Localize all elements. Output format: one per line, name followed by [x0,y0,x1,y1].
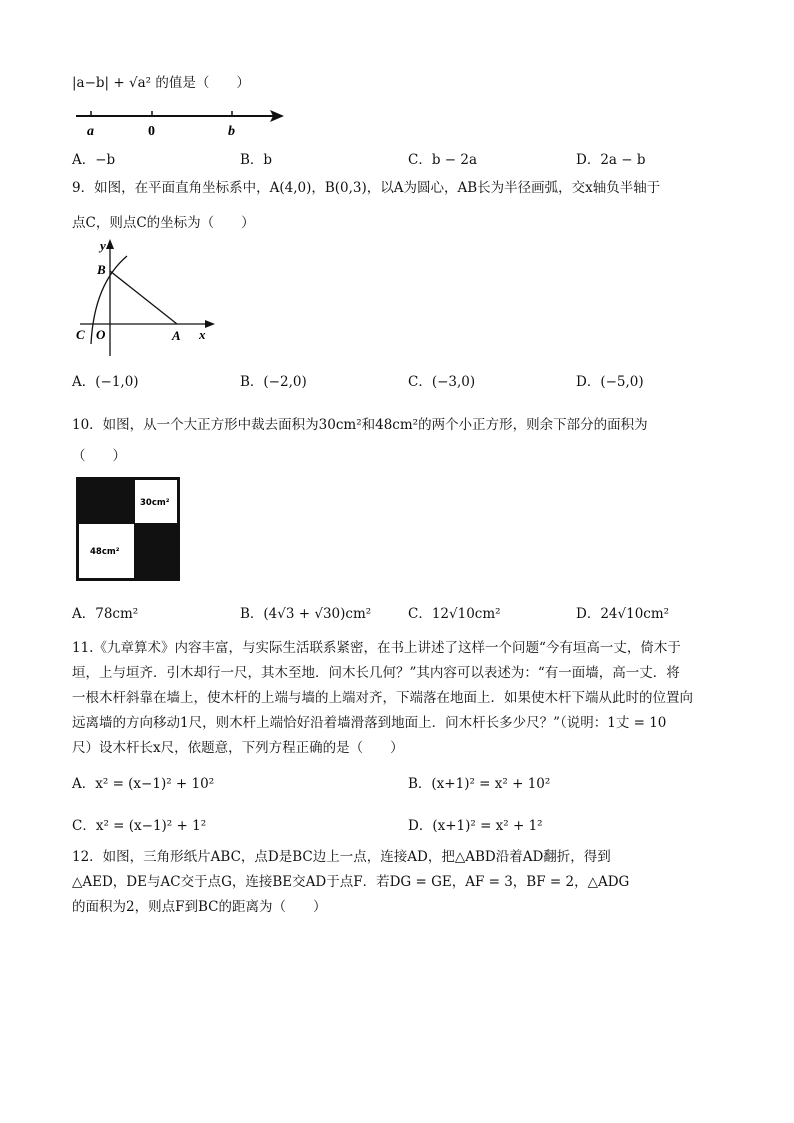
q11-option-d: D．(x+1)² = x² + 1² [408,818,543,834]
q8-option-b: B．b [240,152,273,168]
q12-line-2: △AED，DE与AC交于点G，连接BE交AD于点F．若DG = GE，AF = 3，BF = 2，△ADG [72,874,630,890]
q12-line-1: 12．如图，三角形纸片ABC，点D是BC边上一点，连接AD，把△ABD沿着AD翻折，得到 [72,849,611,865]
q10-line-1: 10．如图，从一个大正方形中裁去面积为30cm²和48cm²的两个小正方形，则余下部分的面积为 [72,417,648,433]
q9-line-1: 9．如图，在平面直角坐标系中，A(4,0)，B(0,3)，以A为圆心，AB长为半径画弧，交x轴负半轴于 [72,180,661,196]
label-origin: O [96,327,106,342]
cut-remainder-top-left [78,479,135,524]
q11-option-c: C．x² = (x−1)² + 1² [72,818,207,834]
label-x: x [199,327,206,342]
label-a: a [87,124,94,138]
q10-option-a: A．78cm² [72,606,139,622]
segment-ab [110,271,177,324]
q11-line-3: 一根木杆斜靠在墙上，使木杆的上端与墙的上端对齐，下端落在地面上．如果使木杆下端从此时的位置向 [72,690,693,706]
label-b: b [228,124,235,138]
label-point-c: C [76,327,85,342]
x-axis-arrow [205,320,215,328]
label-30cm2: 30cm² [140,498,170,508]
coordinate-figure [72,236,222,360]
q8-option-d: D．2a − b [576,152,646,168]
q11-line-5: 尺）设木杆长x尺，依题意，下列方程正确的是（ ） [72,740,404,756]
q11-option-b: B．(x+1)² = x² + 10² [408,776,551,792]
label-zero: 0 [148,124,155,138]
q9-option-c: C．(−3,0) [408,374,476,390]
q9-option-d: D．(−5,0) [576,374,644,390]
q10-line-2: （ ） [72,448,126,464]
q10-option-d: D．24√10cm² [576,606,670,622]
q10-option-b: B．(4√3 + √30)cm² [240,606,372,622]
q9-option-a: A．(−1,0) [72,374,139,390]
q9-option-b: B．(−2,0) [240,374,307,390]
q11-line-2: 垣，上与垣齐．引木却行一尺，其木至地．问木长几何？”其内容可以表述为：“有一面墙，高一丈．将 [72,665,680,681]
q11-line-1: 11.《九章算术》内容丰富，与实际生活联系紧密，在书上讲述了这样一个问题“今有垣高一丈，倚木于 [72,640,681,656]
q8-option-a: A．−b [72,152,116,168]
y-axis-arrow [106,239,114,249]
label-48cm2: 48cm² [90,547,120,557]
q8-option-c: C．b − 2a [408,152,478,168]
q8-expression: |a−b| + √a² 的值是（ ） [72,75,250,91]
cut-remainder-bottom-right [135,524,179,580]
q10-option-c: C．12√10cm² [408,606,501,622]
q11-option-a: A．x² = (x−1)² + 10² [72,776,215,792]
label-point-b: B [97,262,106,277]
number-line-figure [72,104,292,138]
q11-line-4: 远离墙的方向移动1尺，则木杆上端恰好沿着墙滑落到地面上．问木杆长多少尺？”（说明：1丈 = 10 [72,715,667,731]
q9-line-2: 点C，则点C的坐标为（ ） [72,215,255,231]
q12-line-3: 的面积为2，则点F到BC的距离为（ ） [72,899,327,915]
squares-figure [76,477,180,581]
label-y: y [100,238,106,253]
label-point-a: A [172,328,181,343]
